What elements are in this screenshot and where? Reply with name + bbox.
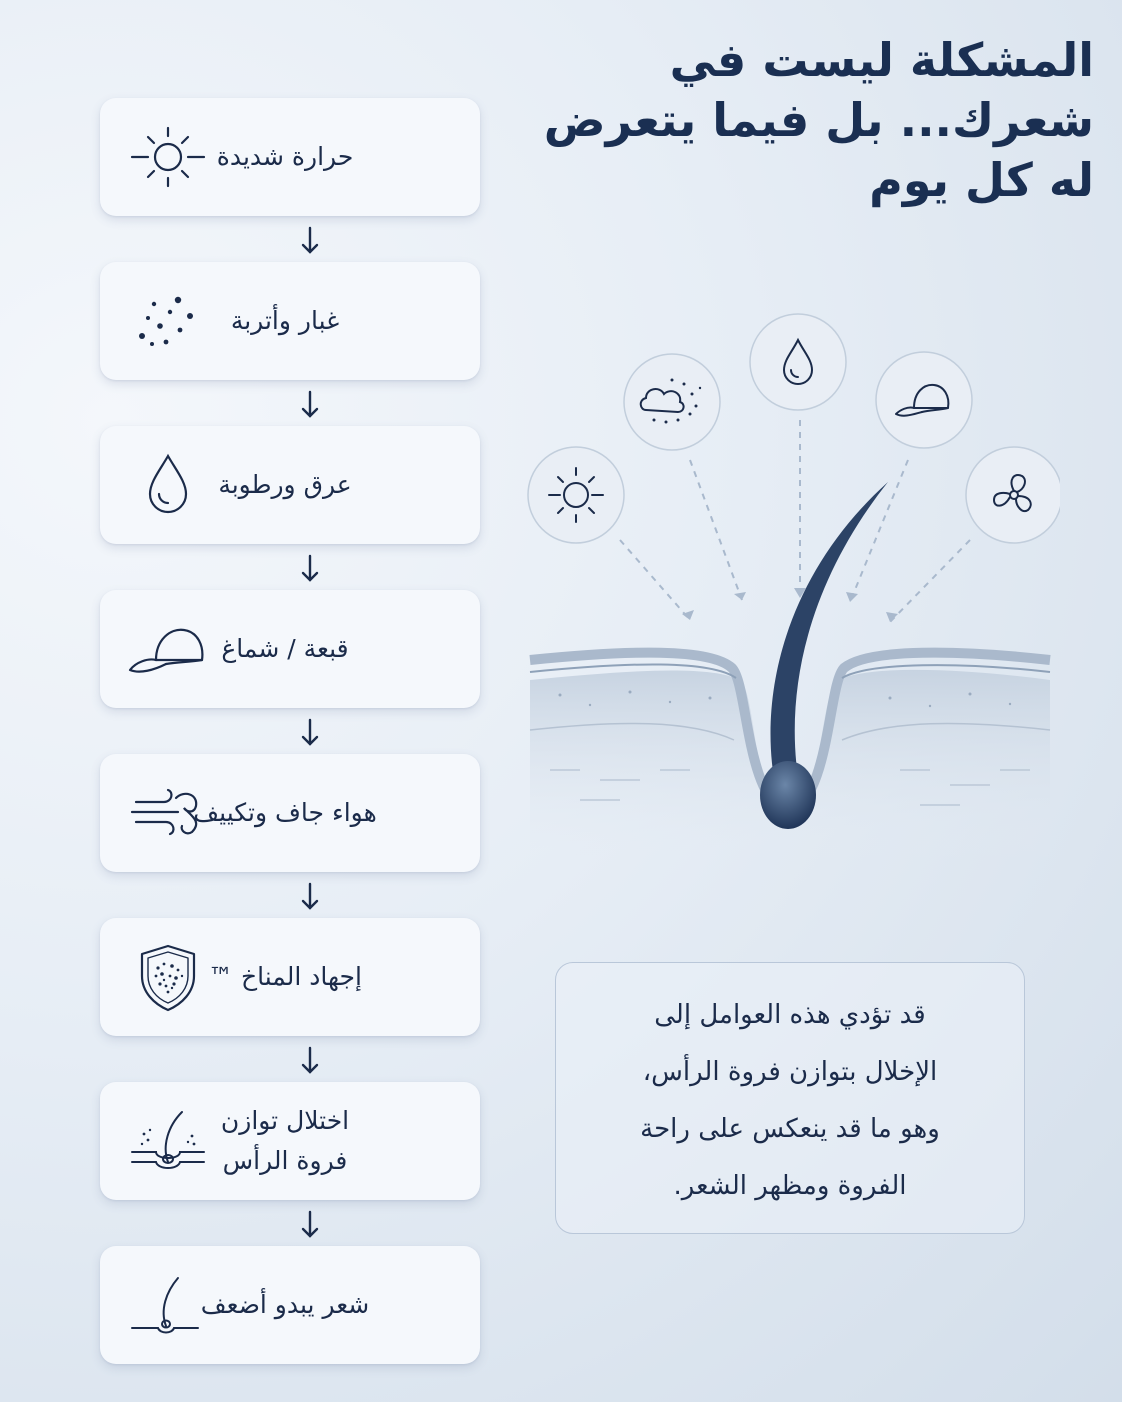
flow-card-weak-hair (100, 1246, 480, 1364)
flow-card-label: عرق ورطوبة (218, 470, 352, 499)
arrow-down-icon (298, 384, 322, 424)
flow-card-sweat (100, 426, 480, 544)
info-note-text: قد تؤدي هذه العوامل إلى الإخلال بتوازن فروة الرأس، وهو ما قد ينعكس على راحة الفروة ومظهر الشعر. (640, 1000, 940, 1201)
hair-bulb (760, 761, 816, 829)
arrow-down-icon (298, 1040, 322, 1080)
factor-droplet (750, 314, 846, 410)
arrow-down-icon (298, 876, 322, 916)
flow-card-label: إجهاد المناخ ™ (208, 962, 362, 991)
factor-sun (528, 447, 624, 543)
flow-card-label: غبار وأتربة (230, 306, 340, 335)
flow-card-headwear (100, 590, 480, 708)
factor-dust-cloud (624, 354, 720, 450)
flow-card-dust (100, 262, 480, 380)
flow-card-climate-stress (100, 918, 480, 1036)
flow-card-heat (100, 98, 480, 216)
factor-cap (876, 352, 972, 448)
info-note (555, 962, 1025, 1234)
arrow-down-icon (298, 220, 322, 260)
arrow-down-icon (298, 548, 322, 588)
flow-card-label: قبعة / شماغ (221, 634, 349, 663)
flow-card-dry-air (100, 754, 480, 872)
flow-card-label: حرارة شديدة (216, 142, 354, 171)
flow-card-scalp-imbalance (100, 1082, 480, 1200)
flow-card-label: اختلال توازن فروة الرأس (220, 1106, 350, 1175)
arrow-down-icon (298, 1204, 322, 1244)
arrow-down-icon (298, 712, 322, 752)
hair-follicle-illustration (520, 300, 1060, 900)
factor-fan (966, 447, 1060, 543)
page-title: المشكلة ليست في شعرك... بل فيما يتعرض له كل يوم (543, 33, 1094, 207)
flow-card-label: شعر يبدو أضعف (200, 1290, 370, 1319)
flow-card-label: هواء جاف وتكييف (193, 798, 377, 827)
